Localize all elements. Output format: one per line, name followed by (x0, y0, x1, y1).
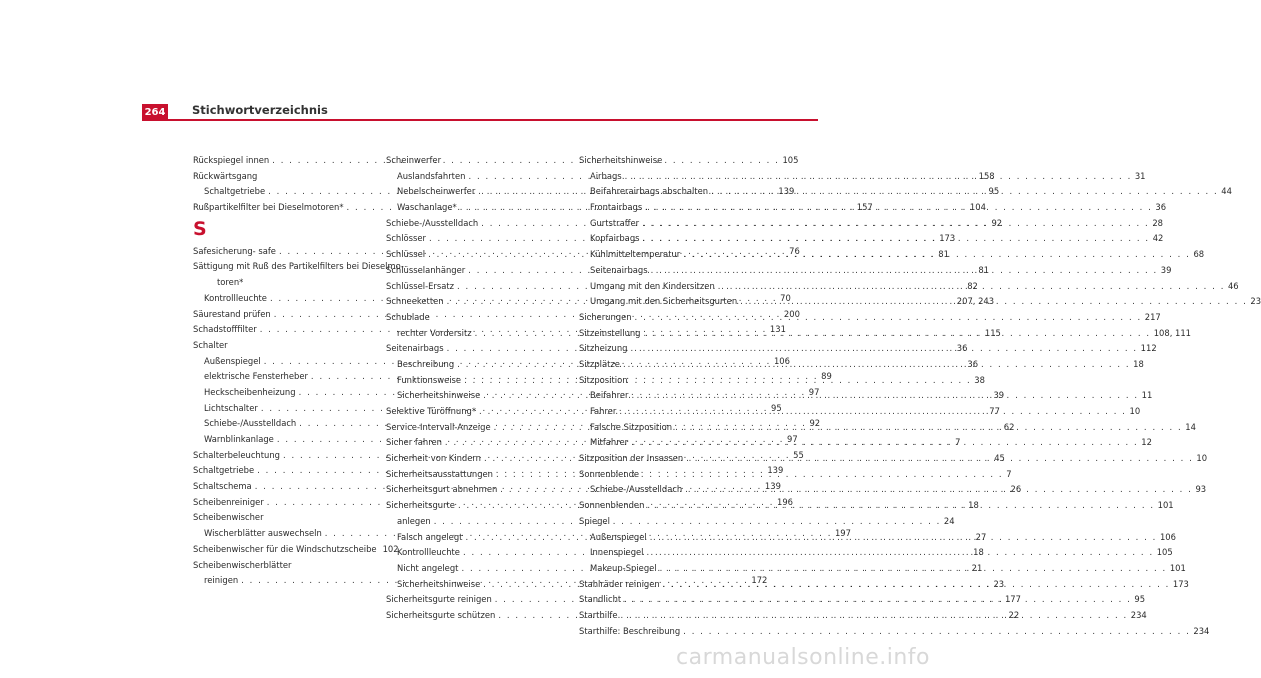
entry-term: Frontairbags (590, 202, 643, 213)
entry-page-ref[interactable]: 207, 243 (956, 296, 995, 307)
leader-dots (630, 343, 1137, 353)
entry-term: Standlicht (579, 594, 622, 605)
entry-page-ref[interactable]: 95 (1134, 594, 1146, 605)
entry-page-ref[interactable]: 97 (808, 386, 820, 397)
entry-page-ref[interactable]: 14 (1185, 421, 1196, 432)
section-letter: S (193, 217, 207, 240)
entry-page-ref[interactable]: 38 (974, 374, 985, 385)
entry-term: anlegen (397, 515, 431, 526)
entry-term: Schublade (386, 311, 430, 322)
entry-term: Schaltgetriebe (204, 186, 266, 197)
leader-dots (645, 202, 1152, 212)
entry-term: Sicherheit von Kindern (386, 453, 481, 464)
leader-dots (718, 281, 1225, 291)
entry-page-ref[interactable]: 36 (1155, 202, 1167, 213)
leader-dots (685, 484, 1192, 494)
page-title: Stichwortverzeichnis (192, 103, 328, 117)
entry-term: Sicherheitshinweise (397, 390, 481, 401)
entry-page-ref[interactable]: 106 (1159, 531, 1176, 542)
entry-term: Sättigung mit Ruß des Partikelfilters bei Dieselmo- (193, 261, 404, 272)
entry-term: Mitfahrer (590, 437, 629, 448)
entry-term: rechter Vordersitz (397, 327, 472, 338)
entry-term: Wischerblätter auswechseln (204, 528, 322, 539)
entry-term: Falsche Sitzposition (590, 421, 673, 432)
entry-term: Sicher fahren (386, 437, 442, 448)
entry-page-ref[interactable]: 18 (1133, 358, 1144, 369)
entry-page-ref[interactable]: 23 (1250, 296, 1261, 307)
entry-term: Sitzposition (579, 374, 628, 385)
entry-term: Rußpartikelfilter bei Dieselmotoren* (193, 202, 344, 213)
leader-dots (663, 579, 1170, 589)
entry-term: Service-Intervall-Anzeige (386, 421, 491, 432)
entry-term: Nebelscheinwerfer (397, 186, 476, 197)
entry-page-ref[interactable]: 95 (771, 402, 782, 413)
entry-page-ref[interactable]: 70 (780, 292, 791, 303)
leader-dots (650, 532, 1157, 542)
watermark: carmanualsonline.info (676, 645, 930, 670)
entry-term: Rückspiegel innen (193, 155, 270, 165)
entry-page-ref[interactable]: 44 (1221, 186, 1232, 197)
entry-page-ref[interactable]: 112 (1140, 343, 1157, 354)
leader-dots (683, 626, 1190, 636)
entry-term: toren* (217, 277, 244, 288)
header-rule (142, 119, 818, 121)
index-entry (386, 155, 572, 171)
entry-page-ref[interactable]: 81 (978, 264, 990, 275)
index-entry (193, 171, 379, 187)
entry-term: Kühlmitteltemperatur (590, 249, 681, 260)
entry-page-ref[interactable]: 139 (767, 465, 784, 476)
entry-page-ref[interactable]: 92 (991, 217, 1003, 228)
entry-page-ref[interactable]: 139 (764, 481, 781, 492)
entry-page-ref[interactable]: 45 (994, 453, 1005, 464)
entry-term: reinigen (204, 575, 239, 586)
leader-dots (711, 186, 1218, 196)
entry-term: Sitzposition der Insassen (579, 453, 684, 464)
entry-page-ref[interactable]: 95 (988, 186, 1000, 197)
entry-term: Selektive Türöffnung* (386, 406, 477, 416)
entry-page-ref[interactable]: 36 (967, 358, 979, 369)
entry-page-ref[interactable]: 18 (973, 547, 984, 558)
entry-term: Schlüsselanhänger (386, 264, 466, 275)
index-entry (193, 261, 404, 277)
entry-term: Sicherheitsgurt abnehmen (386, 484, 498, 495)
entry-term: Lichtschalter (204, 402, 258, 413)
index-entry (193, 543, 399, 560)
entry-page-ref[interactable]: 234 (1130, 609, 1147, 620)
entry-term: Kontrollleuchte (204, 292, 267, 303)
entry-page-ref[interactable]: 68 (1193, 249, 1205, 260)
leader-dots (644, 328, 1151, 338)
entry-page-ref[interactable]: 21 (971, 562, 983, 573)
entry-term: Seitenairbags (590, 264, 648, 275)
entry-term: Airbags (590, 170, 622, 181)
entry-page-ref[interactable]: 12 (1141, 437, 1152, 448)
entry-page-ref[interactable]: 158 (978, 170, 995, 181)
entry-term: Schalter (193, 339, 228, 350)
entry-term: Scheibenwischer für die Windschutzscheibe (193, 543, 377, 554)
entry-page-ref[interactable]: 55 (793, 449, 804, 460)
entry-page-ref[interactable]: 234 (1193, 625, 1210, 636)
leader-dots (619, 406, 1126, 416)
entry-term: Rückwärtsgang (193, 170, 258, 181)
entry-page-ref[interactable]: 76 (789, 245, 800, 256)
entry-term: Scheibenwischerblätter (193, 559, 292, 570)
entry-page-ref[interactable]: 24 (943, 515, 955, 526)
entry-term: Starthilfe: Beschreibung (579, 625, 681, 636)
entry-term: Auslandsfahrten (397, 170, 466, 181)
entry-term: Warnblinkanlage (204, 434, 274, 444)
leader-dots (631, 390, 1138, 400)
entry-page-ref[interactable]: 172 (751, 575, 768, 586)
entry-term: Schadstofffilter (193, 324, 257, 335)
entry-page-ref[interactable]: 197 (834, 528, 851, 539)
entry-page-ref[interactable]: 157 (856, 202, 873, 213)
entry-term: Beschreibung (397, 358, 455, 369)
entry-term: Safesicherung- safe (193, 245, 276, 256)
entry-page-ref[interactable]: 105 (1156, 547, 1173, 558)
index-entry (386, 312, 572, 328)
entry-term: Seitenairbags (386, 343, 444, 354)
entry-term: Spiegel (579, 515, 610, 526)
entry-page-ref[interactable]: 115 (984, 327, 1001, 338)
entry-page-ref[interactable]: 27 (975, 531, 987, 542)
entry-term: Scheinwerfer (386, 155, 442, 165)
leader-dots (642, 218, 1149, 228)
entry-term: Gurtstraffer (590, 217, 640, 228)
entry-page-ref[interactable]: 77 (989, 406, 1000, 416)
entry-term: Sitzeinstellung (579, 327, 641, 338)
entry-term: Schiebe-/Ausstelldach (204, 418, 297, 429)
entry-page-ref[interactable]: 173 (1172, 578, 1189, 589)
entry-term: elektrische Fensterheber (204, 371, 308, 382)
entry-term: Schiebe-/Ausstelldach (590, 484, 683, 495)
entry-term: Sicherheitsausstattungen (386, 468, 493, 479)
entry-page-ref[interactable]: 7 (1006, 468, 1012, 479)
entry-term: Sicherheitsgurte schützen (386, 609, 496, 620)
entry-term: Schalterbeleuchtung (193, 449, 280, 460)
entry-page-ref[interactable]: 42 (1152, 233, 1164, 244)
index-entry (579, 625, 1210, 642)
leader-dots (675, 422, 1182, 432)
entry-term: Säurestand prüfen (193, 308, 271, 319)
entry-term: Sitzheizung (579, 343, 628, 354)
index-subentry (193, 277, 379, 293)
entry-term: Fahrer (590, 406, 617, 416)
entry-page-ref[interactable]: 177 (1004, 594, 1021, 605)
entry-page-ref[interactable]: 7 (955, 437, 961, 448)
leader-dots (624, 594, 1131, 604)
entry-term: Innenspiegel (590, 547, 644, 558)
leader-dots (625, 171, 1132, 181)
entry-term: Stahlräder reinigen (579, 578, 660, 589)
leader-dots (647, 547, 1154, 557)
entry-page-ref[interactable]: 36 (956, 343, 968, 354)
index-entry (193, 560, 379, 576)
entry-page-ref[interactable]: 18 (968, 500, 979, 511)
entry-page-ref[interactable]: 200 (783, 308, 800, 319)
entry-term: Sitzplätze (579, 358, 620, 369)
entry-term: Sicherungen (579, 311, 632, 322)
entry-term: Sonnenblenden (579, 500, 645, 511)
entry-term: Starthilfe (579, 609, 618, 620)
entry-page-ref[interactable]: 46 (1227, 280, 1239, 291)
entry-page-ref[interactable]: 26 (1010, 484, 1022, 495)
page-number-badge: 264 (142, 104, 168, 120)
entry-term: Kontrollleuchte (397, 547, 460, 558)
index-entry (579, 516, 765, 532)
index-entry (579, 155, 765, 171)
entry-page-ref[interactable]: 81 (938, 249, 949, 260)
index-entry (579, 469, 765, 485)
entry-term: Schneeketten (386, 296, 444, 307)
entry-term: Waschanlage* (397, 202, 457, 213)
entry-page-ref[interactable]: 92 (809, 418, 821, 429)
entry-term: Außenspiegel (590, 531, 647, 542)
entry-page-ref[interactable]: 22 (1008, 609, 1020, 620)
entry-term: Außenspiegel (204, 355, 261, 366)
entry-term: Nicht angelegt (397, 562, 459, 573)
entry-term: Schlüssel (386, 249, 426, 260)
entry-page-ref[interactable]: 10 (1196, 453, 1208, 464)
leader-dots (686, 453, 1193, 463)
entry-page-ref[interactable]: 196 (776, 496, 793, 507)
entry-term: Heckscheibenheizung (204, 386, 296, 397)
entry-page-ref[interactable]: 139 (778, 186, 795, 197)
leader-dots (623, 359, 1130, 369)
entry-term: Schiebe-/Ausstelldach (386, 217, 479, 228)
entry-term: Umgang mit den Sicherheitsgurten (590, 296, 738, 307)
entry-term: Scheibenreiniger (193, 496, 264, 507)
entry-page-ref[interactable]: 173 (939, 233, 956, 244)
entry-page-ref[interactable]: 131 (769, 324, 786, 335)
entry-page-ref[interactable]: 217 (1144, 311, 1161, 322)
entry-term: Beifahrer (590, 390, 629, 401)
leader-dots (643, 233, 1150, 243)
entry-page-ref[interactable]: 31 (1134, 170, 1146, 181)
entry-term: Sicherheitsgurte (386, 500, 455, 511)
entry-term: Sonnenblende (579, 468, 640, 479)
entry-term: Kopfairbags (590, 233, 640, 244)
entry-term: Schaltgetriebe (193, 465, 255, 476)
entry-page-ref[interactable]: 93 (1195, 484, 1207, 495)
entry-term: Sicherheitshinweise (397, 578, 481, 589)
leader-dots (635, 312, 1142, 322)
entry-term: Scheibenwischer (193, 512, 264, 523)
entry-page-ref[interactable]: 104 (969, 202, 986, 213)
leader-dots (651, 265, 1158, 275)
leader-dots (683, 249, 1190, 259)
entry-term: Schaltschema (193, 481, 252, 492)
leader-dots (631, 437, 1138, 447)
entry-term: Sicherheitsgurte reinigen (386, 594, 492, 605)
entry-page-ref[interactable]: 102 (382, 543, 399, 554)
entry-page-ref[interactable]: 101 (1157, 500, 1174, 511)
index-entry (579, 375, 765, 391)
entry-page-ref[interactable]: 101 (1169, 562, 1186, 573)
entry-term: Umgang mit den Kindersitzen (590, 280, 715, 291)
leader-dots (660, 563, 1167, 573)
entry-term: Sicherheitshinweise (579, 155, 663, 165)
entry-page-ref[interactable]: 106 (773, 355, 790, 366)
entry-page-ref[interactable]: 62 (1003, 421, 1015, 432)
leader-dots (621, 610, 1128, 620)
index-entry (193, 340, 379, 356)
entry-term: Schlösser (386, 233, 427, 244)
entry-page-ref[interactable]: 82 (967, 280, 978, 291)
entry-term: Beifahrerairbags abschalten (590, 186, 709, 197)
entry-page-ref[interactable]: 23 (993, 578, 1005, 589)
entry-term: Schlüssel-Ersatz (386, 280, 455, 291)
entry-term: Funktionsweise (397, 374, 462, 385)
leader-dots (740, 296, 1247, 306)
entry-page-ref[interactable]: 108, 111 (1153, 327, 1191, 338)
entry-page-ref[interactable]: 39 (993, 390, 1005, 401)
entry-page-ref[interactable]: 11 (1141, 390, 1153, 401)
entry-term: Falsch angelegt (397, 531, 463, 542)
leader-dots (647, 500, 1154, 510)
entry-page-ref[interactable]: 10 (1129, 406, 1141, 416)
entry-term: Makeup-Spiegel (590, 562, 657, 573)
entry-page-ref[interactable]: 89 (821, 371, 832, 382)
entry-page-ref[interactable]: 97 (787, 434, 798, 444)
entry-page-ref[interactable]: 28 (1152, 217, 1163, 228)
entry-page-ref[interactable]: 39 (1160, 264, 1172, 275)
index-entry (193, 512, 379, 528)
entry-page-ref[interactable]: 105 (782, 155, 799, 165)
